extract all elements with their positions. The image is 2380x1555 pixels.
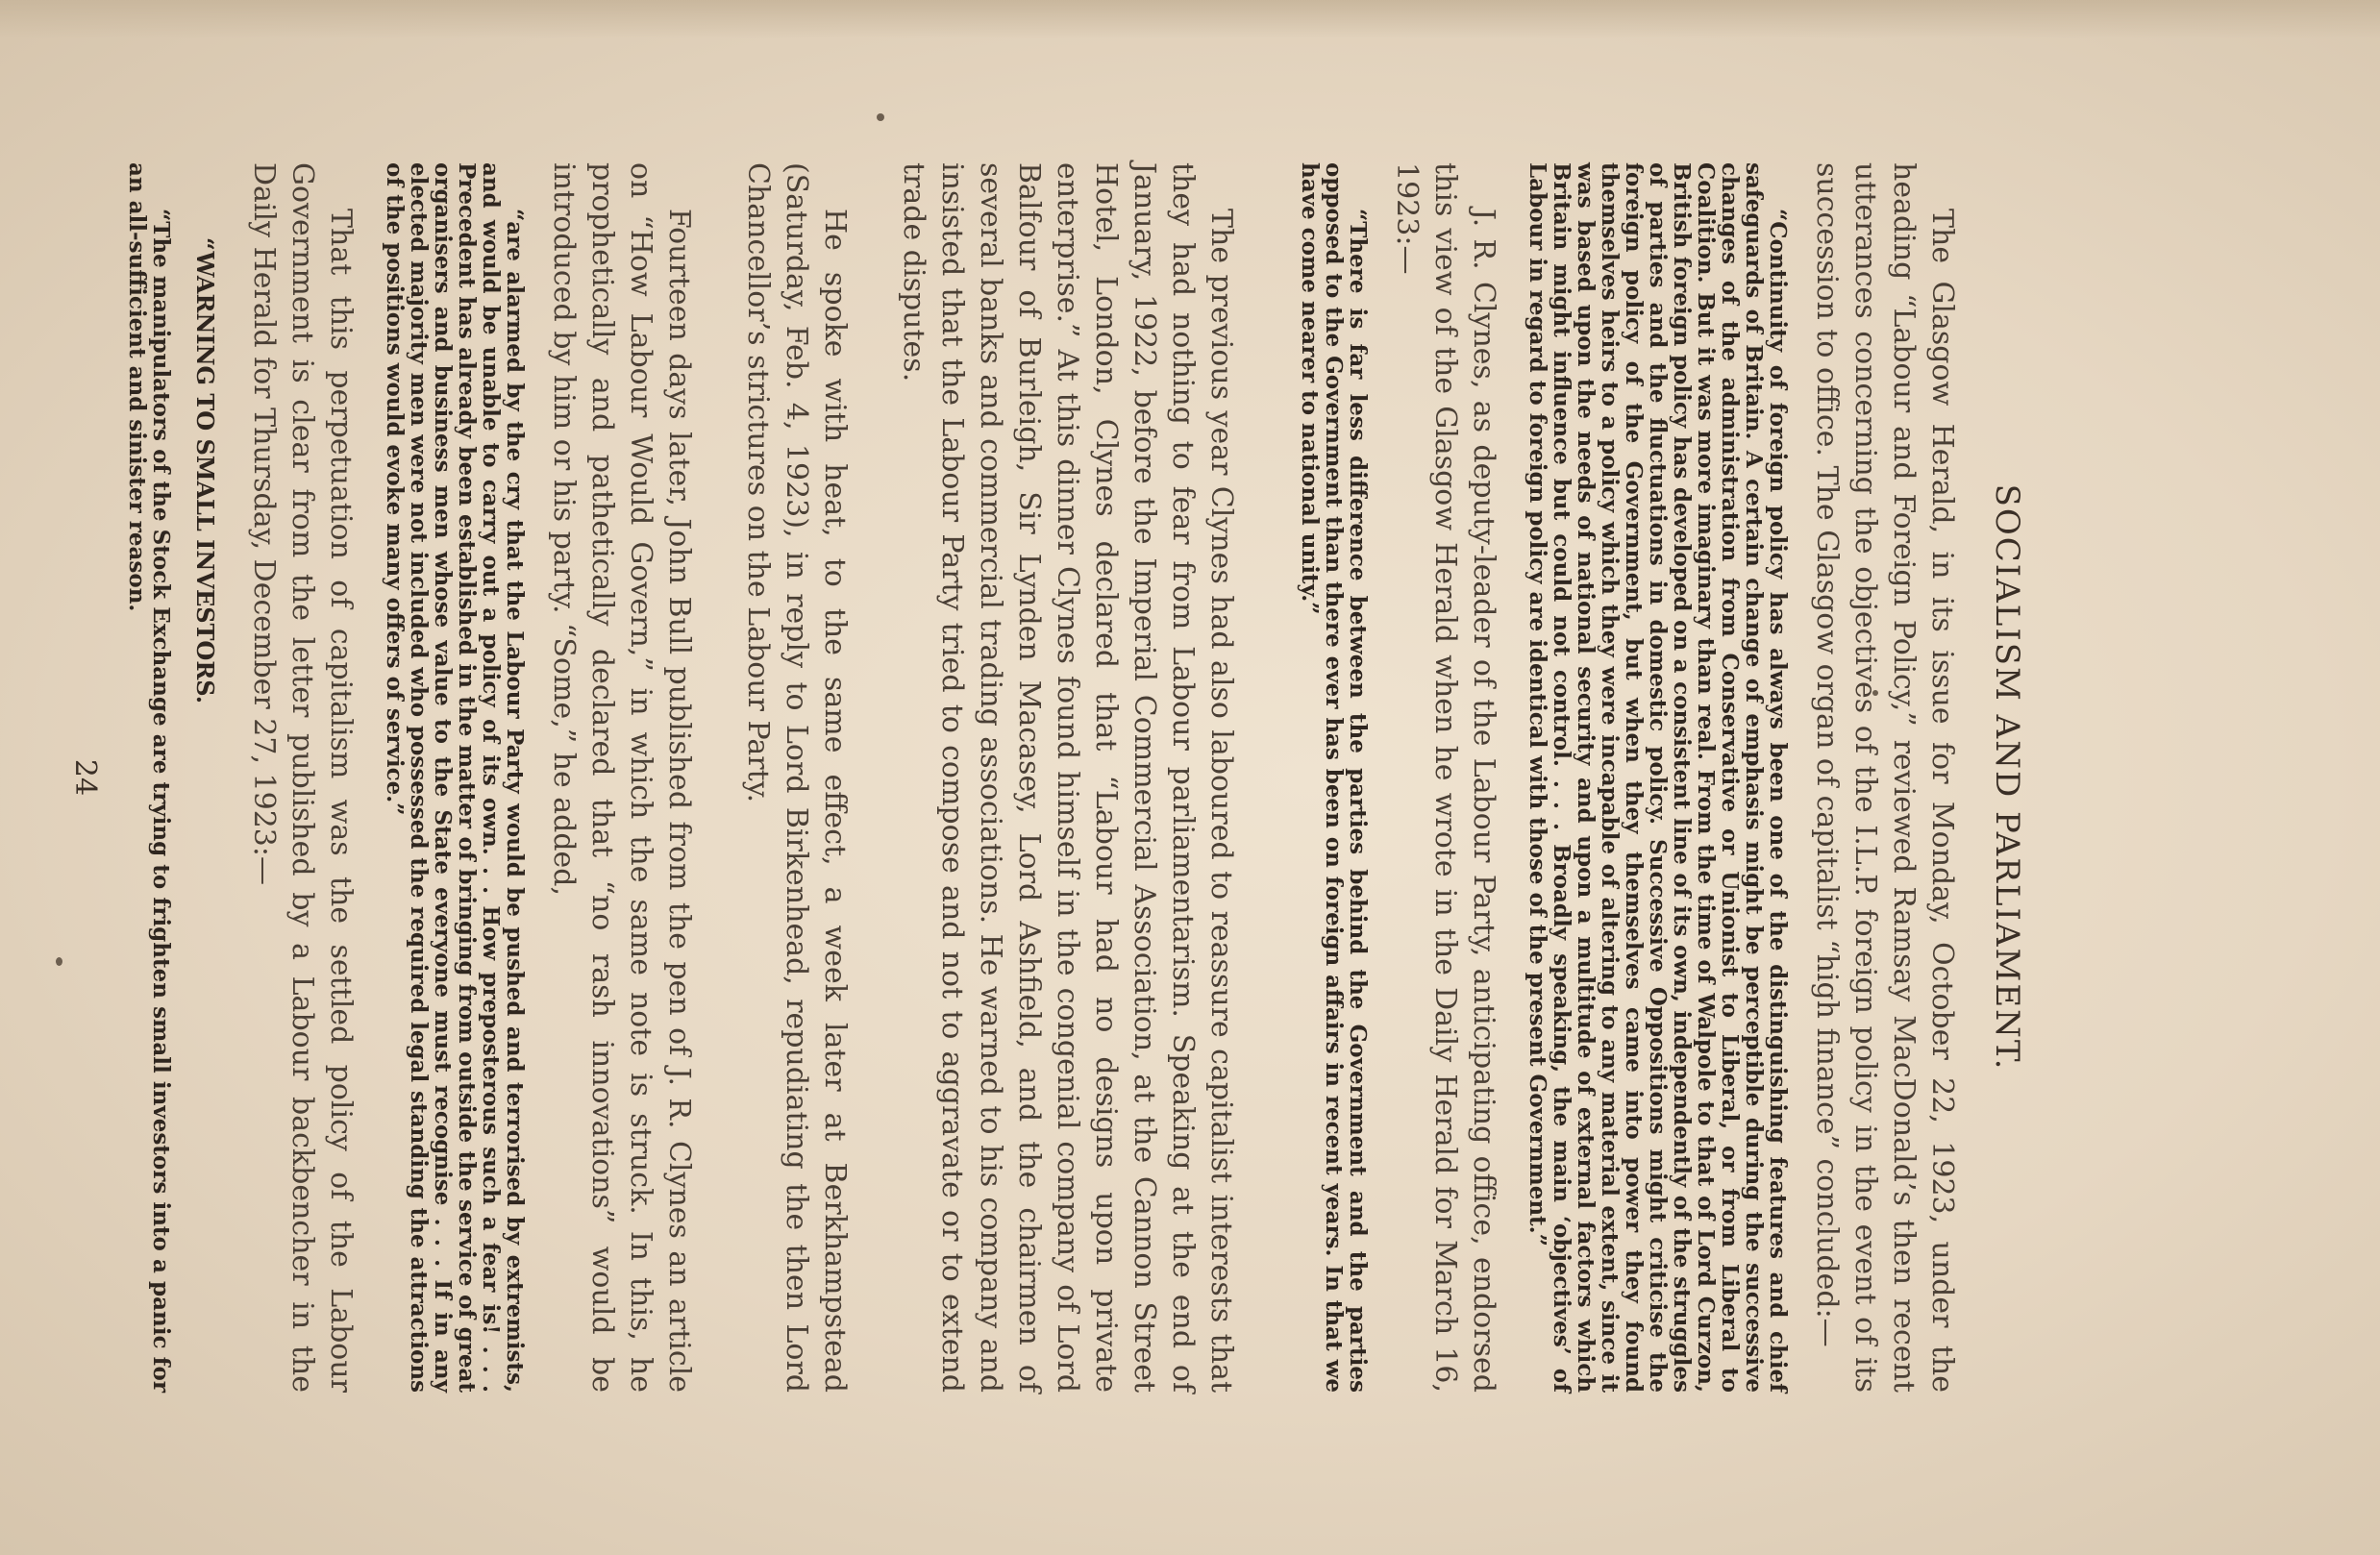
paragraph: The Glasgow Herald, in its issue for Monday, October 22, 1923, under the heading “Labour and Foreign Policy,” reviewed Ramsay MacDonald’s then recent utterances concerning the objectives of the I.L.P. foreign policy in the event of its succession to office. The Glasgow organ of capitalist “high finance” concluded:— xyxy=(1810,162,1959,1393)
block-quote: “are alarmed by the cry that the Labour Party would be pushed and terrorised by extremists, and would be unable to carry out a policy of its own. . . How preposterous such a fear is! . . . Precedent has already been established in the matter of bringing from outside the service of great organisers and business men whose value to the State everyone must recognise . . . If in any elected majority men were not included who possessed the required legal standing the attractions of the positions would evoke many offers of service.” xyxy=(382,162,528,1393)
paper-speck xyxy=(56,957,62,966)
paragraph: That this perpetuation of capitalism was the settled policy of the Labour Government is clear from the letter published by a Labour backbencher in the Daily Herald for Thursday, December 27, 1923:— xyxy=(247,162,358,1393)
paragraph: J. R. Clynes, as deputy-leader of the Labour Party, anticipating office, endorsed this view of the Glasgow Herald when he wrote in the Daily Herald for March 16, 1923:— xyxy=(1390,162,1500,1393)
block-quote: “There is far less difference between the parties behind the Government and the parties opposed to the Government than there ever has been on foreign affairs in recent years. In that we have come nearer to national unity.” xyxy=(1297,162,1371,1393)
block-quote: “Continuity of foreign policy has always been one of the distinguishing features and chief safeguards of Britain. A certain change of emphasis might be perceptible during the successive changes of the administration from Conservative or Unionist to Liberal, or from Liberal to Coalition. But it was more imaginary than real. From the time of Walpole to that of Lord Curzon, British foreign policy has developed on a consistent line of its own, independently of the struggles of parties and the fluctuations in domestic policy. Successive Oppositions might criticise the foreign policy of the Government, but when they themselves came into power they found themselves heirs to a policy which they were incapable of altering to any material extent, since it was based upon the needs of national security and upon a multitude of external factors which Britain might influence but could not control. . . . Broadly speaking, the main ‘objectives’ of Labour in regard to foreign policy are identical with those of the present Government.” xyxy=(1525,162,1791,1393)
paragraph: He spoke with heat, to the same effect, a week later at Berkhampstead (Saturday, Feb. 4, 1923), in reply to Lord Birkenhead, repudiating the then Lord Chancellor’s strictures on the Labour Party. xyxy=(741,162,852,1393)
text-body xyxy=(125,162,1961,1393)
page-title: SOCIALISM AND PARLIAMENT. xyxy=(1988,483,2026,1072)
paragraph: The previous year Clynes had also laboured to reassure capitalist interests that they had nothing to fear from Labour parliamentarism. Speaking at the end of January, 1922, before the Imperial Commercial Association, at the Cannon Street Hotel, London, Clynes declared that “Labour had no designs upon private enterprise.” At this dinner Clynes found himself in the congenial company of Lord Balfour of Burleigh, Sir Lynden Macasey, Lord Ashfield, and the chairmen of several banks and commercial trading associations. He warned to his company and insisted that the Labour Party tried to compose and not to aggravate or to extend trade disputes. xyxy=(897,162,1238,1393)
subheading: “WARNING TO SMALL INVESTORS. xyxy=(191,237,219,704)
block-quote: “The manipulators of the Stock Exchange are trying to frighten small investors into a panic for an all-sufficient and sinister reason. xyxy=(124,162,174,1393)
page-edge-shadow xyxy=(0,0,2380,38)
paragraph: Fourteen days later, John Bull published from the pen of J. R. Clynes an article on “How Labour Would Govern,” in which the same note is struck. In this, he prophetically and pathetically declared that “no rash innovations” would be introduced by him or his party. “Some,” he added, xyxy=(547,162,696,1393)
paragraph-gap xyxy=(698,162,732,1393)
page-number: 24 xyxy=(68,758,102,797)
paragraph-gap xyxy=(854,162,888,1393)
paragraph-gap xyxy=(1240,162,1275,1393)
rotated-page-content xyxy=(68,105,2209,1450)
